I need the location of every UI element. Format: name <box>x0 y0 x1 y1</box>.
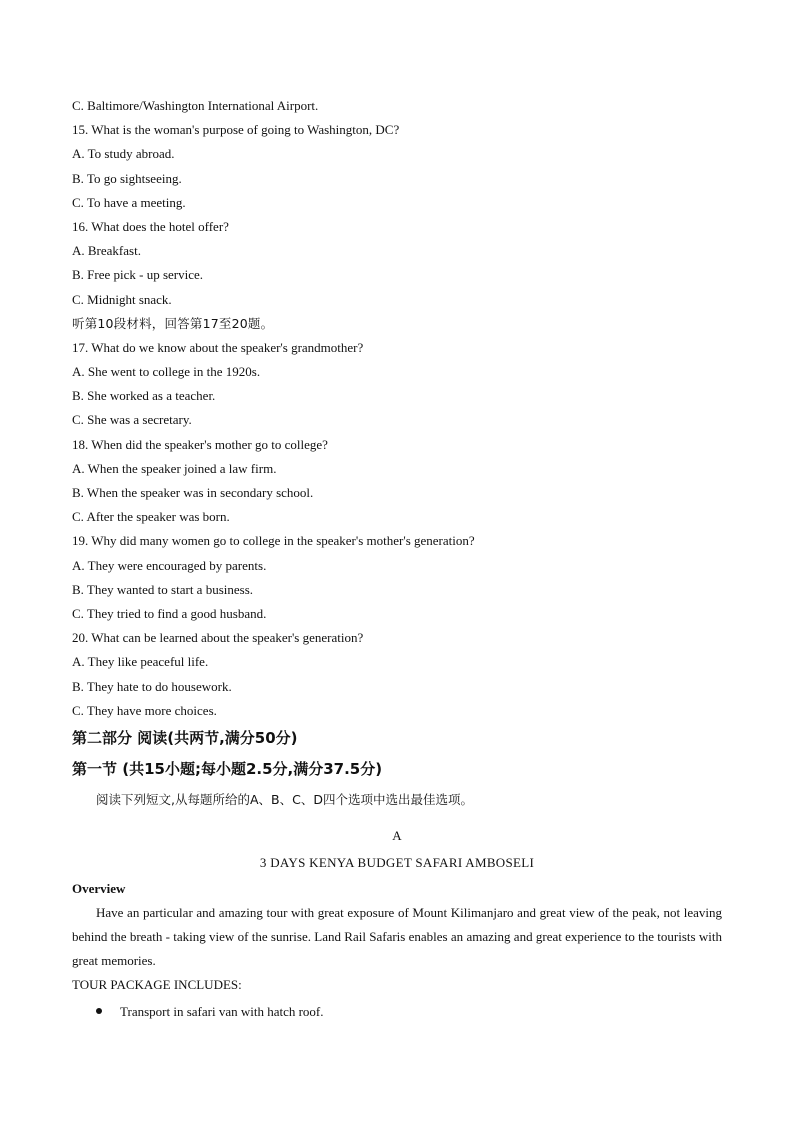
question-line: C. Baltimore/Washington International Airport. <box>72 98 319 113</box>
option-line: B. They hate to do housework. <box>72 678 232 694</box>
option-line: B. She worked as a teacher. <box>72 388 216 404</box>
question-line: 18. When did the speaker's mother go to college? <box>72 436 328 452</box>
question-line: 15. What is the woman's purpose of going to Washington, DC? <box>72 122 400 138</box>
option-line: C. To have a meeting. <box>72 194 186 210</box>
package-heading: TOUR PACKAGE INCLUDES: <box>72 977 242 993</box>
question-line: 20. What can be learned about the speaker's generation? <box>72 630 364 646</box>
document-page <box>72 94 722 1025</box>
option-line: B. They wanted to start a business. <box>72 581 254 597</box>
passage-title: 3 DAYS KENYA BUDGET SAFARI AMBOSELI <box>259 854 535 870</box>
option-line: B. Free pick - up service. <box>72 267 204 283</box>
option-line: B. When the speaker was in secondary school. <box>72 485 314 500</box>
option-line: C. Midnight snack. <box>72 291 172 307</box>
option-line: C. They tried to find a good husband. <box>72 605 267 621</box>
list-item-text: Transport in safari van with hatch roof. <box>120 1004 324 1020</box>
question-line: 16. What does the hotel offer? <box>72 218 229 234</box>
option-line: C. They have more choices. <box>72 702 217 718</box>
option-line: A. She went to college in the 1920s. <box>72 364 261 380</box>
option-line: A. They like peaceful life. <box>72 654 209 670</box>
section-note: 听第10段材料，回答第17至20题。 <box>72 315 274 331</box>
option-line: C. After the speaker was born. <box>72 509 230 525</box>
question-line: 19. Why did many women go to college in the speaker's mother's generation? <box>72 533 475 549</box>
part-heading: 第二部分 阅读(共两节,满分50分) <box>72 728 298 747</box>
option-line: A. To study abroad. <box>72 146 175 162</box>
option-line: A. Breakfast. <box>72 243 141 259</box>
list-item <box>72 999 722 1025</box>
option-line: A. They were encouraged by parents. <box>72 557 267 573</box>
section-heading: 第一节 (共15小题;每小题2.5分,满分37.5分) <box>72 759 383 778</box>
question-line: 17. What do we know about the speaker's grandmother? <box>72 339 364 355</box>
overview-paragraph: Have an particular and amazing tour with great exposure of Mount Kilimanjaro and great view of the peak, not leaving behind the breath - taking view of the sunrise. Land Rail Safaris enables an amazing and great experience to the tourists with great memories. <box>72 905 722 969</box>
overview-heading: Overview <box>72 880 126 896</box>
option-line: B. To go sightseeing. <box>72 170 182 186</box>
option-line: A. When the speaker joined a law firm. <box>72 460 277 476</box>
instructions: 阅读下列短文,从每题所给的A、B、C、D四个选项中选出最佳选项。 <box>96 791 473 807</box>
passage-label: A <box>392 827 402 843</box>
option-line: C. She was a secretary. <box>72 412 192 428</box>
bullet-icon <box>96 1008 102 1014</box>
